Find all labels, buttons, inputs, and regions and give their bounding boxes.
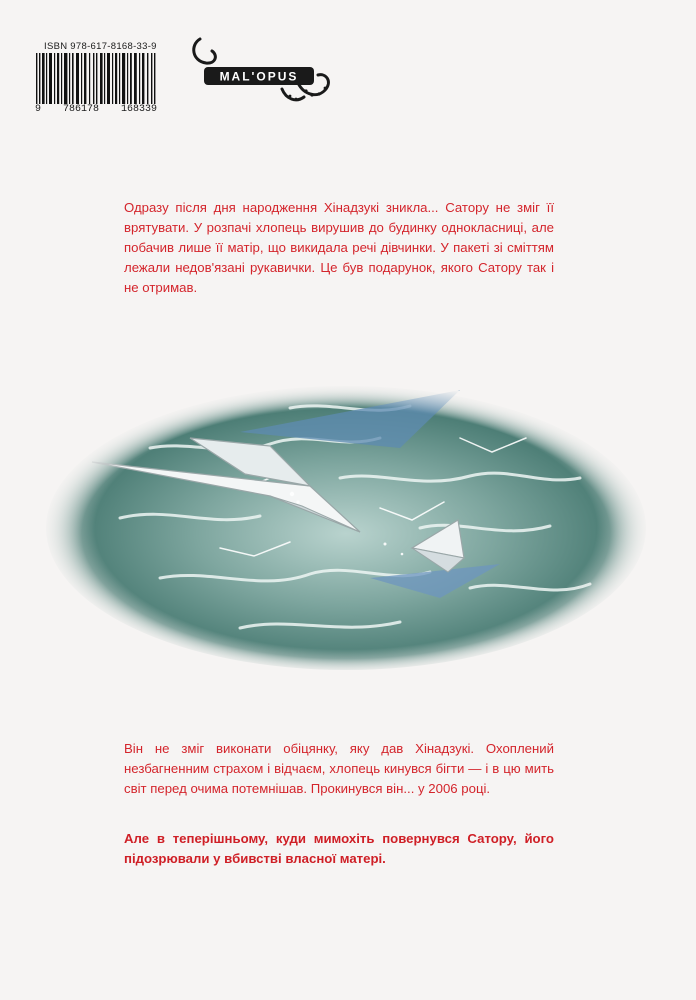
barcode-digit-group-1: 786178 <box>62 104 99 115</box>
paragraph-1-text: Одразу після дня народження Хінадзукі зникла... Сатору не зміг її врятувати. У розпачі хлопець вирушив до будинку однокласниці, але побачив лише її матір, що викидала речі дівчинки. У пакеті зі сміттям лежали недов'язані рукавички. Це був подарунок, якого Сатору так і не отримав. <box>124 200 554 295</box>
barcode-digit-group-2: 168339 <box>120 104 157 115</box>
publisher-logo <box>186 33 334 105</box>
paper-airplane-illustration <box>40 378 652 674</box>
synopsis-paragraph-3 <box>124 829 554 869</box>
synopsis-paragraph-2 <box>124 739 554 799</box>
barcode-digit-prefix: 9 <box>35 104 42 115</box>
paragraph-3-text: Але в теперішньому, куди мимохіть повернувся Сатору, його підозрювали у вбивстві власної матері. <box>124 831 554 866</box>
paragraph-2-text: Він не зміг виконати обіцянку, яку дав Хінадзукі. Охоплений незбагненним страхом і відчаєм, хлопець кинувся бігти — і в цю мить світ перед очима потемнішав. Прокинувся він... у 2006 році. <box>124 741 554 796</box>
publisher-logo-text: MAL'OPUS <box>219 69 299 84</box>
barcode-digits <box>34 104 158 115</box>
synopsis-paragraph-1 <box>124 198 554 298</box>
isbn-label: ISBN 978-617-8168-33-9 <box>44 41 157 52</box>
